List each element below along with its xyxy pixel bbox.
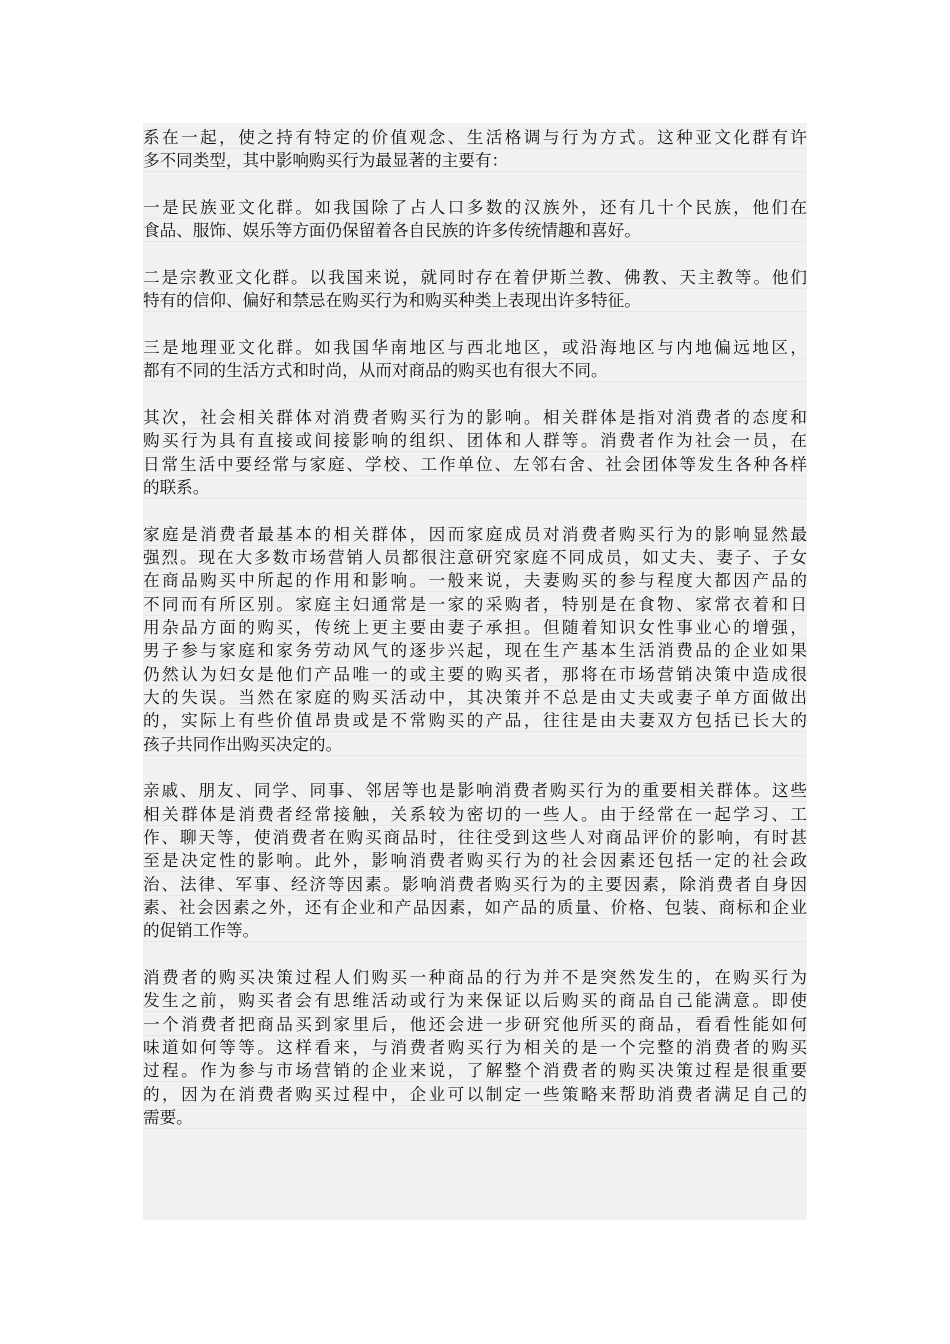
paragraph-line: 过程。作为参与市场营销的企业来说，了解整个消费者的购买决策过程是很重要 xyxy=(143,1061,807,1080)
paragraph-line: 发生之前，购买者会有思维活动或行为来保证以后购买的商品自己能满意。即使 xyxy=(143,991,807,1010)
paragraph-line: 强烈。现在大多数市场营销人员都很注意研究家庭不同成员，如丈夫、妻子、子女 xyxy=(143,548,807,567)
paragraph-line: 购买行为具有直接或间接影响的组织、团体和人群等。消费者作为社会一员，在 xyxy=(143,431,807,450)
paragraph-line: 食品、服饰、娱乐等方面仍保留着各自民族的许多传统情趣和喜好。 xyxy=(143,219,807,242)
paragraph-line: 亲戚、朋友、同学、同事、邻居等也是影响消费者购买行为的重要相关群体。这些 xyxy=(143,781,807,800)
paragraph-line: 其次，社会相关群体对消费者购买行为的影响。相关群体是指对消费者的态度和 xyxy=(143,408,807,427)
paragraph-line: 至是决定性的影响。此外，影响消费者购买行为的社会因素还包括一定的社会政 xyxy=(143,851,807,870)
paragraph-line: 大的失误。当然在家庭的购买活动中，其决策并不总是由丈夫或妻子单方面做出 xyxy=(143,688,807,707)
paragraph-line: 的，因为在消费者购买过程中，企业可以制定一些策略来帮助消费者满足自己的 xyxy=(143,1085,807,1104)
paragraph-line: 仍然认为妇女是他们产品唯一的或主要的购买者，那将在市场营销决策中造成很 xyxy=(143,665,807,684)
paragraph-line: 家庭是消费者最基本的相关群体，因而家庭成员对消费者购买行为的影响显然最 xyxy=(143,525,807,544)
paragraph-line: 用杂品方面的购买，传统上更主要由妻子承担。但随着知识女性事业心的增强， xyxy=(143,618,807,637)
paragraph-line: 一个消费者把商品买到家里后，他还会进一步研究他所买的商品，看看性能如何 xyxy=(143,1015,807,1034)
paragraph-line: 系在一起，使之持有特定的价值观念、生活格调与行为方式。这种亚文化群有许 xyxy=(143,128,807,147)
paragraph-line: 都有不同的生活方式和时尚，从而对商品的购买也有很大不同。 xyxy=(143,359,807,382)
paragraph-line: 不同而有所区别。家庭主妇通常是一家的采购者，特别是在食物、家常衣着和日 xyxy=(143,595,807,614)
paragraph-line: 在商品购买中所起的作用和影响。一般来说，夫妻购买的参与程度大都因产品的 xyxy=(143,571,807,590)
paragraph-line: 多不同类型，其中影响购买行为最显著的主要有： xyxy=(143,149,807,172)
paragraph-line: 相关群体是消费者经常接触，关系较为密切的一些人。由于经常在一起学习、工 xyxy=(143,805,807,824)
paragraph-line: 消费者的购买决策过程人们购买一种商品的行为并不是突然发生的，在购买行为 xyxy=(143,968,807,987)
paragraph-line: 素、社会因素之外，还有企业和产品因素，如产品的质量、价格、包装、商标和企业 xyxy=(143,898,807,917)
paragraph-line: 二是宗教亚文化群。以我国来说，就同时存在着伊斯兰教、佛教、天主教等。他们 xyxy=(143,268,807,287)
document-body xyxy=(143,123,807,1220)
paragraph-line: 一是民族亚文化群。如我国除了占人口多数的汉族外，还有几十个民族，他们在 xyxy=(143,198,807,217)
paragraph-line: 的，实际上有些价值昂贵或是不常购买的产品，往往是由夫妻双方包括已长大的 xyxy=(143,711,807,730)
paragraph-line: 孩子共同作出购买决定的。 xyxy=(143,733,807,756)
paragraph-line: 日常生活中要经常与家庭、学校、工作单位、左邻右舍、社会团体等发生各种各样 xyxy=(143,455,807,474)
paragraph-line: 需要。 xyxy=(143,1106,807,1129)
paragraph-line: 的联系。 xyxy=(143,476,807,499)
paragraph-line: 三是地理亚文化群。如我国华南地区与西北地区，或沿海地区与内地偏远地区， xyxy=(143,338,807,357)
paragraph-line: 特有的信仰、偏好和禁忌在购买行为和购买种类上表现出许多特征。 xyxy=(143,289,807,312)
paragraph-line: 男子参与家庭和家务劳动风气的逐步兴起，现在生产基本生活消费品的企业如果 xyxy=(143,641,807,660)
paragraph-line: 味道如何等等。这样看来，与消费者购买行为相关的是一个完整的消费者的购买 xyxy=(143,1038,807,1057)
paragraph-line: 的促销工作等。 xyxy=(143,919,807,942)
paragraph-line: 治、法律、军事、经济等因素。影响消费者购买行为的主要因素，除消费者自身因 xyxy=(143,875,807,894)
paragraph-line: 作、聊天等，使消费者在购买商品时，往往受到这些人对商品评价的影响，有时甚 xyxy=(143,828,807,847)
